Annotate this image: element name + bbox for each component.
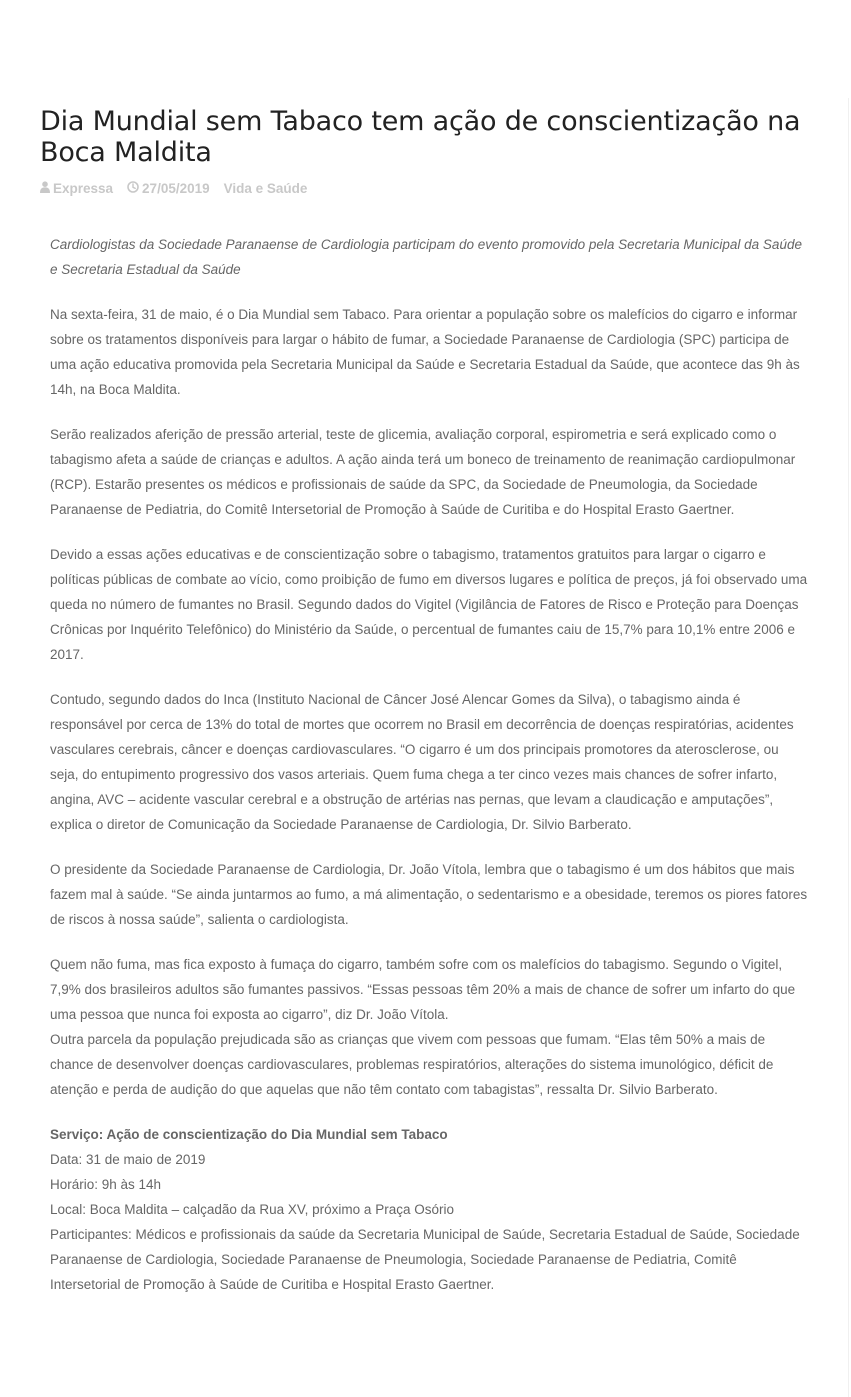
article-header bbox=[40, 106, 810, 197]
service-date: Data: 31 de maio de 2019 bbox=[50, 1152, 206, 1167]
paragraph: Devido a essas ações educativas e de conscientização sobre o tabagismo, tratamentos gratuitos para largar o cigarro e políticas públicas de combate ao vício, como proibição de fumo em diversos lugares e política de preços, já foi observado uma queda no número de fumantes no Brasil. Segundo dados do Vigitel (Vigilância de Fatores de Risco e Proteção para Doenças Crônicas por Inquérito Telefônico) do Ministério da Saúde, o percentual de fumantes caiu de 15,7% para 10,1% entre 2006 e 2017. bbox=[50, 547, 808, 662]
service-participants: Participantes: Médicos e profissionais da saúde da Secretaria Municipal de Saúde, Secretaria Estadual de Saúde, Sociedade Paranaense de Cardiologia, Sociedade Paranaense de Pneumologia, Sociedade Paranaense de Pediatria, Comitê Intersetorial de Promoção à Saúde de Curitiba e Hospital Erasto Gaertner. bbox=[50, 1227, 800, 1292]
article-lead: Cardiologistas da Sociedade Paranaense de Cardiologia participam do evento promovido pela Secretaria Municipal da Saúde e Secretaria Estadual da Saúde bbox=[50, 237, 802, 277]
category-link[interactable] bbox=[224, 181, 308, 196]
article-body bbox=[50, 232, 810, 1297]
user-icon bbox=[40, 181, 50, 196]
author-link[interactable] bbox=[40, 181, 113, 196]
paragraph: Na sexta-feira, 31 de maio, é o Dia Mundial sem Tabaco. Para orientar a população sobre os malefícios do cigarro e informar sobre os tratamentos disponíveis para largar o hábito de fumar, a Sociedade Paranaense de Cardiologia (SPC) participa de uma ação educativa promovida pela Secretaria Municipal da Saúde e Secretaria Estadual da Saúde, que acontece das 9h às 14h, na Boca Maldita. bbox=[50, 307, 800, 397]
service-location: Local: Boca Maldita – calçadão da Rua XV, próximo a Praça Osório bbox=[50, 1202, 454, 1217]
article-meta bbox=[40, 179, 810, 197]
sidebar-divider bbox=[848, 98, 849, 1397]
paragraph: Quem não fuma, mas fica exposto à fumaça do cigarro, também sofre com os malefícios do tabagismo. Segundo o Vigitel, 7,9% dos brasileiros adultos são fumantes passivos. “Essas pessoas têm 20% a mais de chance de sofrer um infarto do que uma pessoa que nunca foi exposta ao cigarro”, diz Dr. João Vítola. bbox=[50, 957, 796, 1022]
service-time: Horário: 9h às 14h bbox=[50, 1177, 162, 1192]
paragraph: Outra parcela da população prejudicada são as crianças que vivem com pessoas que fumam. “Elas têm 50% a mais de chance de desenvolver doenças cardiovasculares, problemas respiratórios, alterações do sistema imunológico, déficit de atenção e perda de audição do que aquelas que não têm contato com tabagistas”, ressalta Dr. Silvio Barberato. bbox=[50, 1032, 774, 1097]
date-text: 27/05/2019 bbox=[142, 180, 210, 196]
clock-icon bbox=[127, 181, 139, 196]
article-title: Dia Mundial sem Tabaco tem ação de conscientização na Boca Maldita bbox=[40, 106, 801, 168]
publish-date bbox=[127, 181, 210, 196]
paragraph: Serão realizados aferição de pressão arterial, teste de glicemia, avaliação corporal, espirometria e será explicado como o tabagismo afeta a saúde de crianças e adultos. A ação ainda terá um boneco de treinamento de reanimação cardiopulmonar (RCP). Estarão presentes os médicos e profissionais de saúde da SPC, da Sociedade de Pneumologia, da Sociedade Paranaense de Pediatria, do Comitê Intersetorial de Promoção à Saúde de Curitiba e do Hospital Erasto Gaertner. bbox=[50, 427, 796, 517]
paragraph: Contudo, segundo dados do Inca (Instituto Nacional de Câncer José Alencar Gomes da Silva), o tabagismo ainda é responsável por cerca de 13% do total de mortes que ocorrem no Brasil em decorrência de doenças respiratórias, acidentes vasculares cerebrais, câncer e doenças cardiovasculares. “O cigarro é um dos principais promotores da aterosclerose, ou seja, do entupimento progressivo dos vasos arteriais. Quem fuma chega a ter cinco vezes mais chances de sofrer infarto, angina, AVC – acidente vascular cerebral e a obstrução de artérias nas pernas, que levam a claudicação e amputações”, explica o diretor de Comunicação da Sociedade Paranaense de Cardiologia, Dr. Silvio Barberato. bbox=[50, 692, 794, 832]
author-name[interactable]: Expressa bbox=[53, 180, 114, 196]
paragraph: O presidente da Sociedade Paranaense de Cardiologia, Dr. João Vítola, lembra que o tabagismo é um dos hábitos que mais fazem mal à saúde. “Se ainda juntarmos ao fumo, a má alimentação, o sedentarismo e a obesidade, teremos os piores fatores de riscos à nossa saúde”, salienta o cardiologista. bbox=[50, 862, 808, 927]
service-heading: Serviço: Ação de conscientização do Dia Mundial sem Tabaco bbox=[50, 1127, 448, 1142]
service-block bbox=[50, 1122, 810, 1297]
category-text[interactable]: Vida e Saúde bbox=[223, 180, 308, 196]
